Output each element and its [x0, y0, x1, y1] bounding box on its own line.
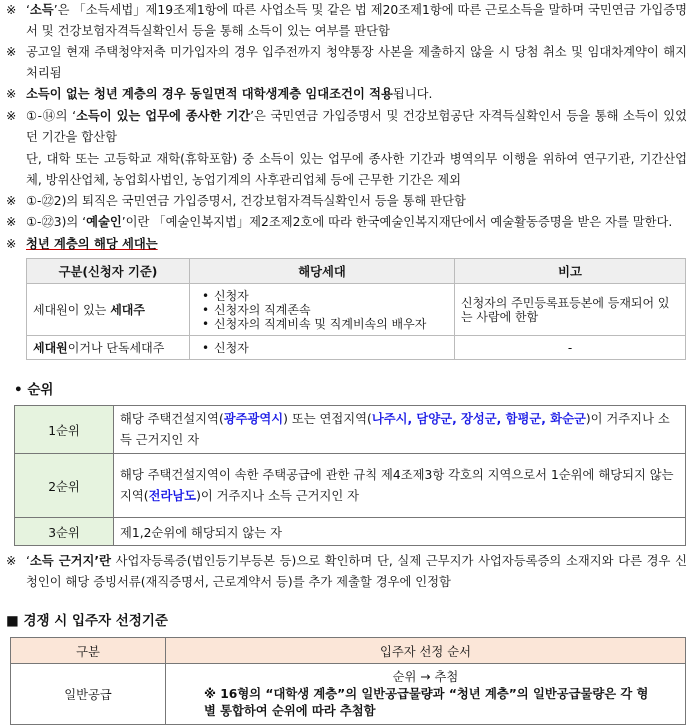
selection-note: ※ 16형의 “대학생 계층”의 일반공급물량과 “청년 계층”의 일반공급물량은 각 형별 통합하여 순위에 따라 추첨함: [204, 687, 649, 718]
table-header-row: 구분(신청자 기준) 해당세대 비고: [27, 259, 686, 284]
table-row: 일반공급 순위 → 추첨 ※ 16형의 “대학생 계층”의 일반공급물량과 “청년 계층”의 일반공급물량은 각 형별 통합하여 순위에 따라 추첨함: [11, 664, 686, 725]
note-mark: ※: [6, 3, 17, 17]
table-row: 2순위 해당 주택건설지역이 속한 주택공급에 관한 규칙 제4조제3항 각호의 지역으로서 1순위에 해당되지 않는 지역(전라남도)이 거주지나 소득 근거지인 자: [15, 454, 686, 518]
rank-table: [14, 405, 686, 546]
rank-heading: • 순위: [14, 382, 54, 398]
table-row: 1순위 해당 주택건설지역(광주광역시) 또는 연접지역(나주시, 담양군, 장성군, 함평군, 화순군)이 거주지나 소득 근거지인 자: [15, 406, 686, 454]
note-income-period-exception: 단, 대학 또는 고등학교 재학(휴학포함) 중 소득이 있는 업무에 종사한 기간과 병역의무 이행을 위하여 연구기관, 기간산업체, 방위산업체, 농업회사법인, 농업기계의 사후관리업체 등에 근무한 기간은 제외: [26, 152, 687, 187]
note-youth-household: ※ 청년 계층의 해당 세대는: [6, 237, 158, 251]
table-row: 3순위 제1,2순위에 해당되지 않는 자: [15, 518, 686, 546]
note-no-income-youth: ※ 소득이 없는 청년 계층의 경우 동일면적 대학생계층 임대조건이 적용됩니다.: [6, 87, 433, 101]
note-savings-account: ※ 공고일 현재 주택청약저축 미가입자의 경우 입주전까지 청약통장 사본을 제출하지 않을 시 당첨 취소 및 임대차계약이 해지 처리됨: [6, 45, 687, 80]
selection-order: 순위 → 추첨: [392, 670, 459, 684]
selection-table: [10, 637, 686, 725]
note-income-period: ※ ①-⑭의 ‘소득이 있는 업무에 종사한 기간’은 국민연금 가입증명서 및 건강보험공단 자격득실확인서 등을 통해 소득이 있었던 기간을 합산함: [6, 109, 687, 144]
table-row: 세대원이거나 단독세대주 • 신청자 -: [27, 336, 686, 360]
section-heading: ■ 경쟁 시 입주자 선정기준: [6, 613, 168, 629]
note-artist: ※ ①-㉒3)의 ‘예술인’이란 「예술인복지법」제2조제2호에 따라 한국예술인복지재단에서 예술활동증명을 받은 자를 말한다.: [6, 215, 673, 229]
note-income-definition: ※ ‘소득’은 「소득세법」제19조제1항에 따른 사업소득 및 같은 법 제20조제1항에 따른 근로소득을 말하며 국민연금 가입증명서 및 건강보험자격득실확인서 등을 통해 소득이 있는 여부를 판단함: [6, 0, 687, 42]
table-row: 세대원이 있는 세대주 • 신청자 • 신청자의 직계존속 • 신청자의 직계비속 및 직계비속의 배우자 신청자의 주민등록표등본에 등재되어 있는 사람에 한함: [27, 284, 686, 336]
household-table: [26, 258, 686, 360]
note-income-base: ※ ‘소득 근거지’란 사업자등록증(법인등기부등본 등)으로 확인하며 단, 실제 근무지가 사업자등록증의 소재지와 다른 경우 신청인이 해당 증빙서류(재직증명서, 근로계약서 등)를 추가 제출할 경우에 인정함: [6, 554, 687, 589]
household-list: • 신청자 • 신청자의 직계존속 • 신청자의 직계비속 및 직계비속의 배우자: [196, 289, 448, 331]
note-retirement: ※ ①-㉒2)의 퇴직은 국민연금 가입증명서, 건강보험자격득실확인서 등을 통해 판단함: [6, 194, 466, 208]
table-header-row: 구분 입주자 선정 순서: [11, 638, 686, 664]
